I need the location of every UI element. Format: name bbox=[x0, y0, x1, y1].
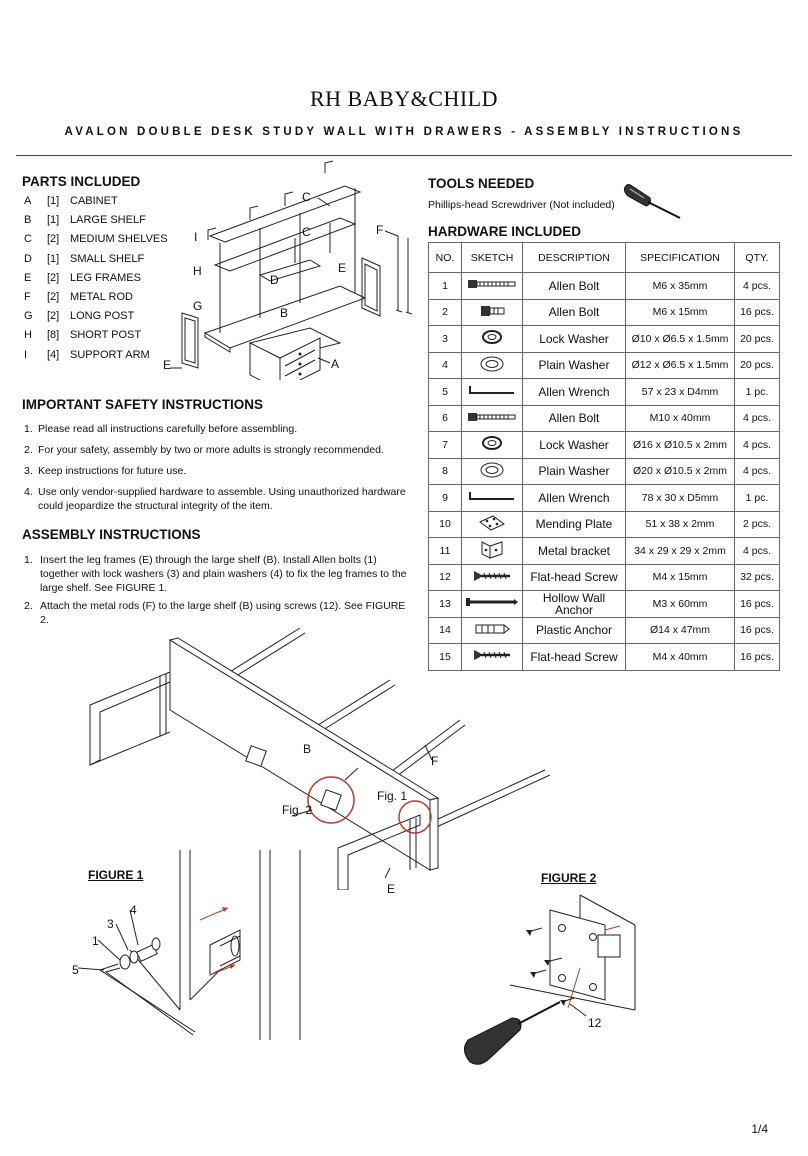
column-header-no: NO. bbox=[429, 243, 462, 273]
part-letter: G bbox=[24, 310, 33, 323]
hardware-description: Flat-head Screw bbox=[523, 644, 626, 671]
hardware-sketch bbox=[462, 299, 523, 326]
hardware-qty: 20 pcs. bbox=[735, 352, 780, 379]
hardware-no: 5 bbox=[429, 379, 462, 406]
hardware-description: Hollow Wall Anchor bbox=[523, 591, 626, 618]
hardware-qty: 2 pcs. bbox=[735, 511, 780, 538]
hardware-no: 1 bbox=[429, 273, 462, 300]
diagram-label-e-left: E bbox=[163, 358, 172, 372]
part-name: LEG FRAMES bbox=[70, 271, 141, 284]
hardware-no: 12 bbox=[429, 564, 462, 591]
hardware-no: 14 bbox=[429, 617, 462, 644]
hardware-row bbox=[429, 432, 780, 459]
screwdriver-icon bbox=[620, 180, 686, 222]
hardware-no: 9 bbox=[429, 485, 462, 512]
figure1-callout-4: 4 bbox=[130, 903, 137, 917]
figure1-label: FIGURE 1 bbox=[88, 868, 144, 882]
hardware-sketch bbox=[462, 432, 523, 459]
hardware-table-header bbox=[429, 243, 780, 273]
diagram-label-h: H bbox=[193, 264, 202, 278]
hardware-specification: M6 x 15mm bbox=[626, 299, 735, 326]
diagram-label-f: F bbox=[376, 223, 384, 237]
part-name: LARGE SHELF bbox=[70, 214, 146, 227]
figure1-diagram bbox=[60, 840, 360, 1050]
hardware-description: Allen Bolt bbox=[523, 405, 626, 432]
part-name: SUPPORT ARM bbox=[70, 348, 150, 361]
hollow-wall-anchor-icon bbox=[464, 599, 520, 611]
hardware-qty: 1 pc. bbox=[735, 379, 780, 406]
hardware-description: Lock Washer bbox=[523, 326, 626, 353]
hardware-specification: M6 x 35mm bbox=[626, 273, 735, 300]
part-name: SMALL SHELF bbox=[70, 252, 145, 265]
hardware-qty: 4 pcs. bbox=[735, 538, 780, 565]
hardware-specification: Ø14 x 47mm bbox=[626, 617, 735, 644]
column-header-qty: QTY. bbox=[735, 243, 780, 273]
hardware-row bbox=[429, 485, 780, 512]
part-qty: [2] bbox=[47, 291, 60, 303]
part-name: MEDIUM SHELVES bbox=[70, 233, 168, 246]
diagram-label-c-top: C bbox=[302, 190, 311, 204]
hardware-no: 2 bbox=[429, 299, 462, 326]
hardware-sketch bbox=[462, 379, 523, 406]
hardware-description: Mending Plate bbox=[523, 511, 626, 538]
diagram-label-b: B bbox=[280, 306, 289, 320]
hardware-qty: 4 pcs. bbox=[735, 458, 780, 485]
part-qty: [2] bbox=[47, 271, 60, 284]
metal-bracket-icon bbox=[478, 551, 506, 563]
figure2-label: FIGURE 2 bbox=[541, 871, 597, 885]
lock-washer-icon bbox=[480, 442, 504, 454]
hardware-qty: 20 pcs. bbox=[735, 326, 780, 353]
column-header-specification: SPECIFICATION bbox=[626, 243, 735, 273]
brand-logo: RH BABY&CHILD bbox=[309, 86, 498, 111]
hardware-sketch bbox=[462, 564, 523, 591]
hardware-specification: M4 x 15mm bbox=[626, 564, 735, 591]
hardware-description: Allen Wrench bbox=[523, 485, 626, 512]
hardware-sketch bbox=[462, 273, 523, 300]
diagram-label-a: A bbox=[331, 357, 340, 371]
part-name: CABINET bbox=[70, 195, 118, 207]
hardware-specification: Ø12 x Ø6.5 x 1.5mm bbox=[626, 352, 735, 379]
lock-washer-icon bbox=[480, 336, 504, 348]
mending-plate-icon bbox=[477, 523, 507, 535]
part-name: LONG POST bbox=[70, 310, 135, 323]
hardware-sketch bbox=[462, 405, 523, 432]
figure1-callout-1: 1 bbox=[92, 934, 99, 948]
header-divider bbox=[16, 155, 792, 156]
hardware-row bbox=[429, 299, 780, 326]
parts-heading: PARTS INCLUDED bbox=[22, 174, 141, 189]
hardware-qty: 4 pcs. bbox=[735, 273, 780, 300]
part-qty: [2] bbox=[47, 233, 60, 246]
hardware-specification: 51 x 38 x 2mm bbox=[626, 511, 735, 538]
flat-head-screw-icon bbox=[470, 575, 514, 587]
hardware-sketch bbox=[462, 458, 523, 485]
part-qty: [1] bbox=[47, 214, 60, 227]
hardware-description: Allen Bolt bbox=[523, 299, 626, 326]
hardware-specification: M4 x 40mm bbox=[626, 644, 735, 671]
diagram-label-e-right: E bbox=[338, 261, 347, 275]
hardware-specification: 34 x 29 x 29 x 2mm bbox=[626, 538, 735, 565]
page-number: 1/4 bbox=[751, 1122, 768, 1136]
hardware-description: Lock Washer bbox=[523, 432, 626, 459]
safety-heading: IMPORTANT SAFETY INSTRUCTIONS bbox=[22, 397, 264, 412]
hardware-row bbox=[429, 538, 780, 565]
hardware-specification: Ø16 x Ø10.5 x 2mm bbox=[626, 432, 735, 459]
part-name: METAL ROD bbox=[70, 291, 133, 303]
hardware-description: Plain Washer bbox=[523, 352, 626, 379]
hardware-qty: 4 pcs. bbox=[735, 405, 780, 432]
allen-wrench-icon bbox=[467, 388, 517, 400]
hardware-sketch bbox=[462, 591, 523, 618]
hardware-sketch bbox=[462, 485, 523, 512]
allen-bolt-short-icon bbox=[477, 310, 507, 322]
column-header-sketch: SKETCH bbox=[462, 243, 523, 273]
part-letter: H bbox=[24, 329, 32, 342]
part-qty: [1] bbox=[47, 195, 60, 207]
hardware-heading: HARDWARE INCLUDED bbox=[428, 224, 581, 239]
hardware-qty: 4 pcs. bbox=[735, 432, 780, 459]
hardware-no: 7 bbox=[429, 432, 462, 459]
hardware-no: 6 bbox=[429, 405, 462, 432]
hardware-no: 3 bbox=[429, 326, 462, 353]
hardware-specification: Ø20 x Ø10.5 x 2mm bbox=[626, 458, 735, 485]
hardware-row bbox=[429, 379, 780, 406]
figure1-callout-3: 3 bbox=[107, 917, 114, 931]
hardware-no: 10 bbox=[429, 511, 462, 538]
hardware-specification: M10 x 40mm bbox=[626, 405, 735, 432]
hardware-row bbox=[429, 564, 780, 591]
part-letter: A bbox=[24, 195, 32, 207]
part-name: SHORT POST bbox=[70, 329, 142, 342]
hardware-description: Plain Washer bbox=[523, 458, 626, 485]
allen-bolt-long-icon bbox=[466, 282, 518, 294]
hardware-table bbox=[428, 242, 780, 671]
hardware-no: 13 bbox=[429, 591, 462, 618]
hardware-sketch bbox=[462, 538, 523, 565]
hardware-sketch bbox=[462, 352, 523, 379]
hardware-no: 11 bbox=[429, 538, 462, 565]
hardware-description: Plastic Anchor bbox=[523, 617, 626, 644]
tools-item: Phillips-head Screwdriver (Not included) bbox=[428, 199, 615, 211]
hardware-qty: 16 pcs. bbox=[735, 617, 780, 644]
allen-wrench-icon bbox=[467, 494, 517, 506]
hardware-row bbox=[429, 511, 780, 538]
part-letter: I bbox=[24, 348, 28, 361]
part-letter: D bbox=[24, 252, 32, 265]
main-label-f: F bbox=[431, 754, 439, 768]
hardware-description: Allen Bolt bbox=[523, 273, 626, 300]
hardware-qty: 16 pcs. bbox=[735, 644, 780, 671]
hardware-specification: 57 x 23 x D4mm bbox=[626, 379, 735, 406]
figure2-diagram bbox=[450, 890, 650, 1080]
hardware-description: Metal bracket bbox=[523, 538, 626, 565]
hardware-description: Allen Wrench bbox=[523, 379, 626, 406]
hardware-qty: 1 pc. bbox=[735, 485, 780, 512]
diagram-label-c: C bbox=[302, 225, 311, 239]
hardware-qty: 32 pcs. bbox=[735, 564, 780, 591]
part-qty: [8] bbox=[47, 329, 60, 342]
hardware-row bbox=[429, 326, 780, 353]
diagram-label-g: G bbox=[193, 299, 203, 313]
hardware-no: 4 bbox=[429, 352, 462, 379]
figure1-callout-5: 5 bbox=[72, 963, 79, 977]
hardware-specification: 78 x 30 x D5mm bbox=[626, 485, 735, 512]
part-qty: [2] bbox=[47, 310, 60, 323]
diagram-label-i: I bbox=[194, 230, 198, 244]
part-letter: F bbox=[24, 291, 31, 303]
hardware-row bbox=[429, 405, 780, 432]
plain-washer-icon bbox=[478, 470, 506, 482]
part-letter: C bbox=[24, 233, 32, 246]
hardware-qty: 16 pcs. bbox=[735, 299, 780, 326]
hardware-specification: M3 x 60mm bbox=[626, 591, 735, 618]
plain-washer-icon bbox=[478, 364, 506, 376]
hardware-no: 15 bbox=[429, 644, 462, 671]
hardware-row bbox=[429, 273, 780, 300]
hardware-sketch bbox=[462, 326, 523, 353]
hardware-description: Flat-head Screw bbox=[523, 564, 626, 591]
part-qty: [1] bbox=[47, 252, 60, 265]
allen-bolt-long-icon bbox=[466, 415, 518, 427]
part-qty: [4] bbox=[47, 348, 60, 361]
main-label-e: E bbox=[387, 882, 396, 896]
fig1-reference: Fig. 1 bbox=[377, 789, 408, 803]
diagram-label-d: D bbox=[270, 273, 279, 287]
part-letter: E bbox=[24, 271, 32, 284]
hardware-row bbox=[429, 458, 780, 485]
main-label-b: B bbox=[303, 742, 312, 756]
fig2-reference: Fig. 2 bbox=[282, 803, 313, 817]
figure2-callout-12: 12 bbox=[588, 1016, 602, 1030]
hardware-specification: Ø10 x Ø6.5 x 1.5mm bbox=[626, 326, 735, 353]
hardware-qty: 16 pcs. bbox=[735, 591, 780, 618]
assembly-heading: ASSEMBLY INSTRUCTIONS bbox=[22, 527, 201, 542]
part-letter: B bbox=[24, 214, 32, 227]
tools-heading: TOOLS NEEDED bbox=[428, 176, 535, 191]
column-header-description: DESCRIPTION bbox=[523, 243, 626, 273]
hardware-row bbox=[429, 352, 780, 379]
hardware-row bbox=[429, 591, 780, 618]
document-title: AVALON DOUBLE DESK STUDY WALL WITH DRAWERS - ASSEMBLY INSTRUCTIONS bbox=[64, 126, 744, 138]
hardware-no: 8 bbox=[429, 458, 462, 485]
hardware-sketch bbox=[462, 511, 523, 538]
